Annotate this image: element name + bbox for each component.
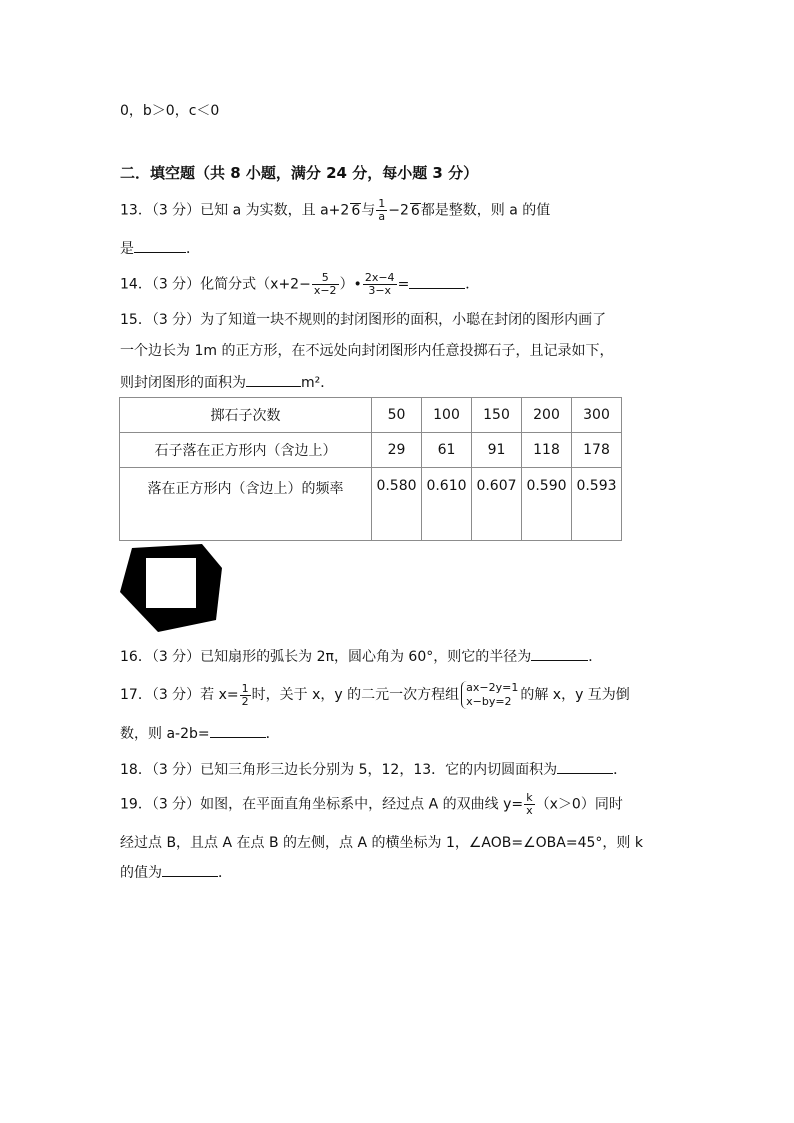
q14-mid: ）• xyxy=(339,276,362,293)
question-15-line-2: 一个边长为 1m 的正方形，在不远处向封闭图形内任意投掷石子，且记录如下， xyxy=(120,343,614,359)
q18-answer-blank[interactable] xyxy=(557,759,613,774)
q16-answer-blank[interactable] xyxy=(531,646,588,661)
q14-fraction-2 xyxy=(363,272,397,297)
table-row xyxy=(120,398,622,433)
question-13-line-2 xyxy=(120,238,200,259)
question-15-line-1: 15．（3 分）为了知道一块不规则的封闭图形的面积，小聪在封闭的图形内画了 xyxy=(120,312,607,328)
q13-answer-blank[interactable] xyxy=(134,238,186,253)
q18-prefix: 18．（3 分）已知三角形三边长分别为 5，12，13．它的内切圆面积为 xyxy=(120,762,558,778)
q17-fraction xyxy=(240,683,251,708)
q17-equation-system xyxy=(461,681,518,709)
q13-suffix: 都是整数，则 a 的值 xyxy=(420,202,551,219)
q19-frac-den: x xyxy=(526,804,533,817)
question-19-line-2: 经过点 B，且点 A 在点 B 的左侧，点 A 的横坐标为 1，∠AOB=∠OBA=45°，则 k xyxy=(120,835,643,851)
q13-frac-den: a xyxy=(378,210,386,223)
table-cell: 178 xyxy=(572,433,622,468)
q14-frac1-den: x−2 xyxy=(313,284,337,297)
q17-line2-suffix: ． xyxy=(265,726,280,742)
q14-frac2-den: 3−x xyxy=(368,284,392,297)
table-cell: 91 xyxy=(472,433,522,468)
q13-prefix: 13．（3 分）已知 a 为实数，且 a+2 xyxy=(120,202,350,219)
table-cell: 0.593 xyxy=(572,468,622,541)
q19-frac-num: k xyxy=(524,792,535,805)
q13-minus: −2 xyxy=(388,202,409,219)
q19-suffix: （x＞0）同时 xyxy=(535,796,623,813)
q17-eq-2: x−by=2 xyxy=(466,695,512,708)
question-17-line-2 xyxy=(120,723,280,744)
question-14 xyxy=(120,272,479,297)
q17-frac-den: 2 xyxy=(241,694,249,708)
q17-answer-blank[interactable] xyxy=(210,723,266,738)
q13-sqrt-2: 6 xyxy=(410,202,420,219)
table-cell: 100 xyxy=(422,398,472,433)
question-15-line-3 xyxy=(120,372,334,393)
question-18 xyxy=(120,759,627,780)
question-16 xyxy=(120,646,602,667)
q14-suffix: ． xyxy=(465,276,480,293)
table-cell: 0.607 xyxy=(472,468,522,541)
question-19-line-3 xyxy=(120,862,232,883)
question-19 xyxy=(120,792,623,817)
q17-eq-1: ax−2y=1 xyxy=(466,681,519,694)
table-cell: 61 xyxy=(422,433,472,468)
q19-line3-suffix: ． xyxy=(218,865,232,881)
q15-line3-prefix: 则封闭图形的面积为 xyxy=(120,375,246,391)
row-label-throws: 掷石子次数 xyxy=(120,398,372,433)
row-label-frequency: 落在正方形内（含边上）的频率 xyxy=(120,468,372,541)
q13-line2-suffix: ． xyxy=(186,241,200,257)
q14-prefix: 14．（3 分）化简分式（x+2− xyxy=(120,276,311,293)
q13-frac-num: 1 xyxy=(378,197,386,210)
q17-prefix: 17．（3 分）若 x= xyxy=(120,687,239,703)
table-cell: 118 xyxy=(522,433,572,468)
q19-line3-prefix: 的值为 xyxy=(120,865,162,881)
prev-answer-fragment: 0，b＞0，c＜0 xyxy=(120,103,220,119)
stone-throw-table xyxy=(119,397,622,541)
q13-mid: 与 xyxy=(361,202,376,219)
table-row xyxy=(120,433,622,468)
section-title: 二．填空题（共 8 小题，满分 24 分，每小题 3 分） xyxy=(120,164,479,182)
table-cell: 150 xyxy=(472,398,522,433)
table-cell: 0.610 xyxy=(422,468,472,541)
q13-line2-prefix: 是 xyxy=(120,241,134,257)
question-17 xyxy=(120,681,630,709)
table-cell: 0.580 xyxy=(372,468,422,541)
q17-suffix: 的解 x，y 互为倒 xyxy=(520,687,630,703)
q14-fraction-1 xyxy=(312,272,339,297)
q17-line2-prefix: 数，则 a-2b= xyxy=(120,726,210,742)
q17-mid: 时，关于 x，y 的二元一次方程组 xyxy=(251,687,460,703)
q13-sqrt-1: 6 xyxy=(351,202,361,219)
q15-answer-blank[interactable] xyxy=(246,372,301,387)
q18-suffix: ． xyxy=(613,762,628,778)
q19-prefix: 19．（3 分）如图，在平面直角坐标系中，经过点 A 的双曲线 y= xyxy=(120,796,524,813)
q14-answer-blank[interactable] xyxy=(409,274,465,289)
q13-fraction xyxy=(376,198,387,223)
q14-eq: = xyxy=(397,276,410,293)
row-label-inside: 石子落在正方形内（含边上） xyxy=(120,433,372,468)
table-cell: 0.590 xyxy=(522,468,572,541)
table-cell: 300 xyxy=(572,398,622,433)
table-cell: 50 xyxy=(372,398,422,433)
q14-frac2-num: 2x−4 xyxy=(364,271,395,284)
q15-line3-suffix: m²． xyxy=(301,375,335,391)
unit-square xyxy=(146,558,196,608)
q16-suffix: ． xyxy=(588,649,603,665)
table-cell: 29 xyxy=(372,433,422,468)
table-row xyxy=(120,468,622,541)
table-cell: 200 xyxy=(522,398,572,433)
q14-frac1-num: 5 xyxy=(312,272,339,285)
q19-fraction xyxy=(524,792,535,817)
q16-prefix: 16．（3 分）已知扇形的弧长为 2π，圆心角为 60°，则它的半径为 xyxy=(120,649,532,665)
irregular-shape-figure xyxy=(118,542,226,634)
question-13 xyxy=(120,198,550,223)
q19-answer-blank[interactable] xyxy=(162,862,218,877)
q17-frac-num: 1 xyxy=(241,681,249,695)
